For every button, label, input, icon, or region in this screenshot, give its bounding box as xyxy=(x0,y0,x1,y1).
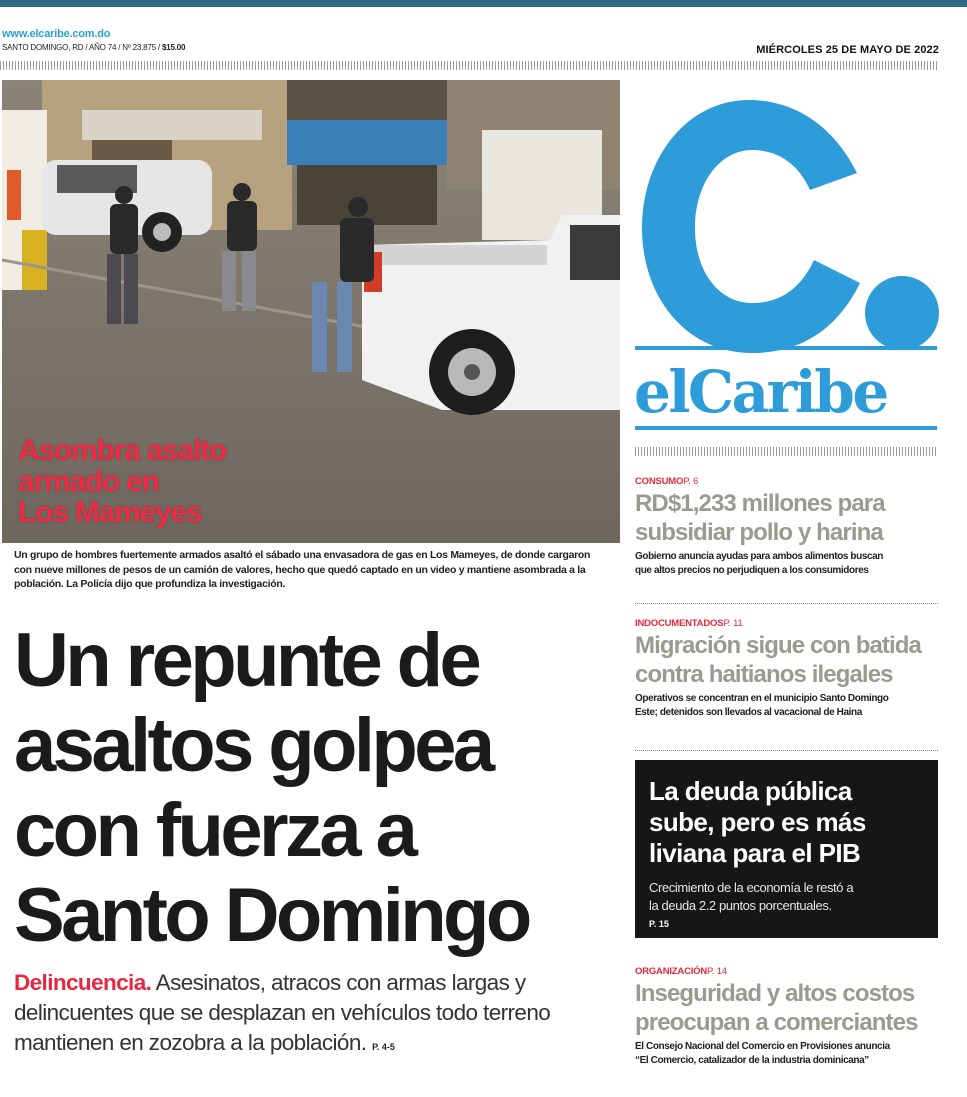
deck-page-ref[interactable]: P. 4-5 xyxy=(372,1042,395,1052)
box-title-line: sube, pero es más xyxy=(649,807,866,837)
story-summary-line: Este; detenidos son llevados al vacacional de Haina xyxy=(635,707,862,718)
logo-rule-bottom xyxy=(635,426,937,430)
story-summary-line: Gobierno anuncia ayudas para ambos alimentos buscan xyxy=(635,551,884,562)
section-page: P. 14 xyxy=(707,966,727,977)
box-page-ref: P. 15 xyxy=(649,919,669,929)
story-title-line: preocupan a comerciantes xyxy=(635,1009,918,1036)
box-summary-text: la deuda 2.2 puntos porcentuales. xyxy=(649,898,832,913)
lead-photo xyxy=(2,80,620,543)
story-title xyxy=(635,631,940,689)
side-story-consumo[interactable] xyxy=(635,476,940,578)
box-title xyxy=(649,776,924,869)
box-summary-line: Crecimiento de la economía le restó a xyxy=(649,880,854,895)
section-name: INDOCUMENTADOS xyxy=(635,618,724,629)
story-summary-line: Operativos se concentran en el municipio Santo Domingo xyxy=(635,693,889,704)
photo-headline[interactable] xyxy=(18,435,298,528)
photo-headline-line: Asombra asalto xyxy=(18,434,227,467)
story-summary xyxy=(635,1040,940,1068)
debt-story-box[interactable] xyxy=(635,760,938,938)
box-title-line: liviana para el PIB xyxy=(649,838,861,868)
story-summary-line: “El Comercio, catalizador de la industria dominicana” xyxy=(635,1055,869,1066)
story-summary-line: que altos precios no perjudiquen a los consumidores xyxy=(635,565,869,576)
box-title-line: La deuda pública xyxy=(649,776,852,806)
deck-kicker: Delincuencia. xyxy=(14,970,152,995)
side-story-indocumentados[interactable] xyxy=(635,618,940,720)
story-title-line: Inseguridad y altos costos xyxy=(635,980,915,1007)
logo-rule-top xyxy=(635,346,937,350)
main-headline[interactable] xyxy=(14,618,614,958)
main-story-deck xyxy=(14,968,614,1062)
main-headline-line: Un repunte de xyxy=(14,618,479,703)
photo-headline-line: armado en xyxy=(18,465,159,498)
photo-headline-line: Los Mameyes xyxy=(18,496,202,529)
sidebar-hatch-rule xyxy=(635,447,938,456)
main-headline-line: con fuerza a xyxy=(14,788,415,873)
main-headline-line: Santo Domingo xyxy=(14,873,529,958)
edition-text: SANTO DOMINGO, RD / AÑO 74 / Nº 23.875 / xyxy=(2,43,162,52)
main-headline-line: asaltos golpea xyxy=(14,703,492,788)
section-label xyxy=(635,476,940,487)
story-summary-line: El Consejo Nacional del Comercio en Provisiones anuncia xyxy=(635,1041,890,1052)
section-page: P. 11 xyxy=(723,618,743,629)
box-summary-line xyxy=(649,897,924,933)
header-hatch-rule xyxy=(0,61,938,70)
section-name: ORGANIZACIÓN xyxy=(635,966,708,977)
issue-date: MIÉRCOLES 25 DE MAYO DE 2022 xyxy=(756,44,939,56)
story-divider xyxy=(635,750,938,751)
story-title-line: RD$1,233 millones para xyxy=(635,490,885,517)
story-divider xyxy=(635,603,938,604)
section-label xyxy=(635,618,940,629)
deck-text: Asesinatos, atracos con armas largas y delincuentes que se desplazan en vehículos todo terreno mantienen en zozobra a la población. xyxy=(14,970,551,1055)
story-title-line: Migración sigue con batida xyxy=(635,632,921,659)
edition-line xyxy=(2,43,185,52)
story-title-line: subsidiar pollo y harina xyxy=(635,519,883,546)
elcaribe-wordmark: elCaribe xyxy=(634,358,887,426)
story-summary xyxy=(635,692,940,720)
section-page: P. 6 xyxy=(683,476,699,487)
site-url[interactable]: www.elcaribe.com.do xyxy=(2,28,111,40)
story-title xyxy=(635,489,940,547)
story-title xyxy=(635,979,940,1037)
story-title-line: contra haitianos ilegales xyxy=(635,661,893,688)
price: $15.00 xyxy=(161,43,186,52)
box-summary xyxy=(649,879,924,933)
story-summary xyxy=(635,550,940,578)
masthead-info xyxy=(2,28,185,52)
section-name: CONSUMO xyxy=(635,476,684,487)
top-accent-bar xyxy=(0,0,967,7)
section-label xyxy=(635,966,940,977)
photo-caption: Un grupo de hombres fuertemente armados asaltó el sábado una envasadora de gas en Los Mameyes, de donde cargaron con nueve millones de pesos de un camión de valores, hecho que quedó captado en un video y mantiene asombrada a la población. La Policía dijo que profundiza la investigación. xyxy=(14,549,591,590)
side-story-organizacion[interactable] xyxy=(635,966,940,1068)
